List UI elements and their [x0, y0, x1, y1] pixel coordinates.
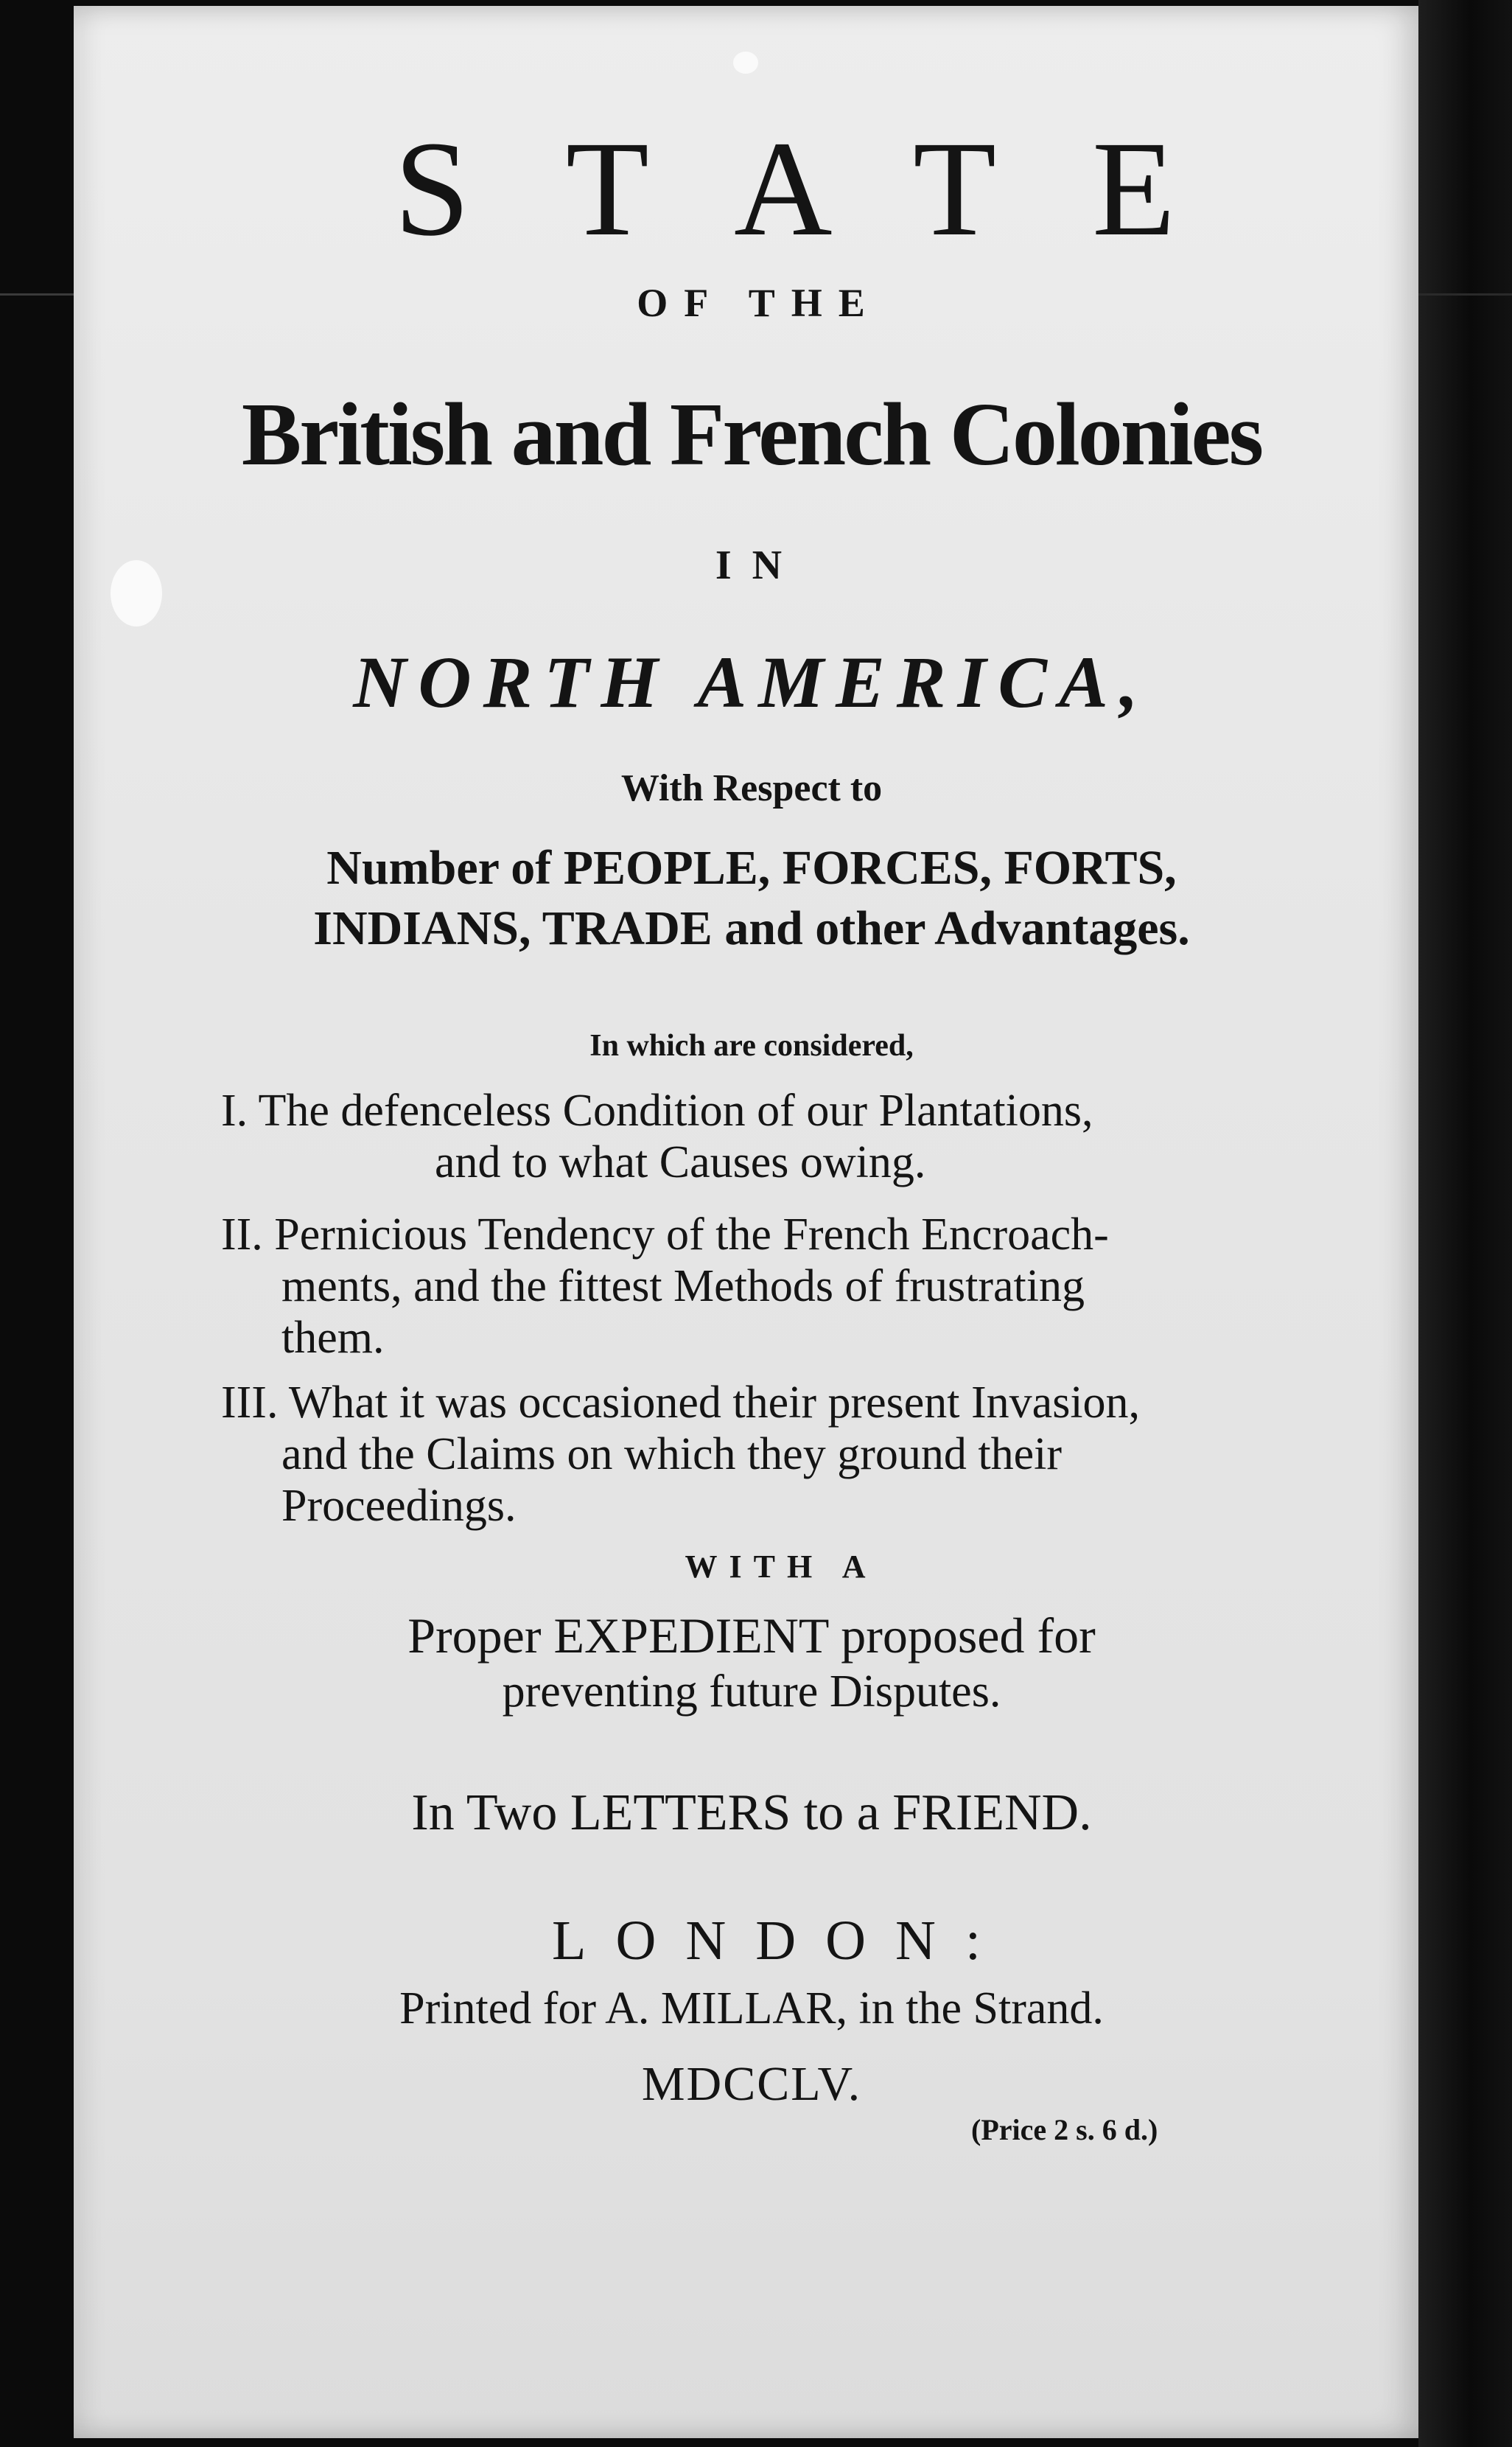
item-2-line-1: II. Pernicious Tendency of the French Encroach-	[221, 1209, 1109, 1260]
title-north-america: NORTH AMERICA,	[353, 641, 1150, 723]
item-1-line-1: I. The defenceless Condition of our Plantations,	[221, 1086, 1093, 1136]
item-3-line-3: Proceedings.	[281, 1481, 517, 1531]
expedient-line-2: preventing future Disputes.	[502, 1666, 1001, 1717]
title-state: STATE	[393, 114, 1272, 265]
two-letters: In Two LETTERS to a FRIEND.	[411, 1784, 1092, 1841]
in-which-considered: In which are considered,	[589, 1029, 914, 1063]
item-2-line-2: ments, and the fittest Methods of frustrating	[281, 1261, 1085, 1311]
scan-edge-line	[0, 293, 74, 296]
book-binding-edge	[1418, 0, 1512, 2447]
imprint-year: MDCCLV.	[641, 2057, 862, 2111]
title-in: IN	[715, 542, 803, 588]
price-note: (Price 2 s. 6 d.)	[971, 2113, 1158, 2146]
item-3-line-1: III. What it was occasioned their present Invasion,	[221, 1378, 1141, 1428]
title-colonies: British and French Colonies	[241, 385, 1262, 484]
expedient-line-1: Proper EXPEDIENT proposed for	[407, 1608, 1096, 1664]
item-3-line-2: and the Claims on which they ground their	[281, 1429, 1062, 1479]
subtitle-line-2: INDIANS, TRADE and other Advantages.	[313, 901, 1190, 955]
paper-blemish	[733, 52, 758, 74]
subtitle-line-1: Number of PEOPLE, FORCES, FORTS,	[326, 841, 1177, 895]
imprint-london: LONDON:	[552, 1910, 1010, 1972]
title-of-the: OF THE	[637, 281, 881, 325]
imprint-printer: Printed for A. MILLAR, in the Strand.	[399, 1983, 1104, 2034]
item-1-line-2: and to what Causes owing.	[435, 1137, 926, 1187]
with-a: WITH A	[685, 1549, 878, 1585]
item-2-line-3: them.	[281, 1313, 385, 1363]
subtitle-with-respect: With Respect to	[620, 767, 883, 809]
